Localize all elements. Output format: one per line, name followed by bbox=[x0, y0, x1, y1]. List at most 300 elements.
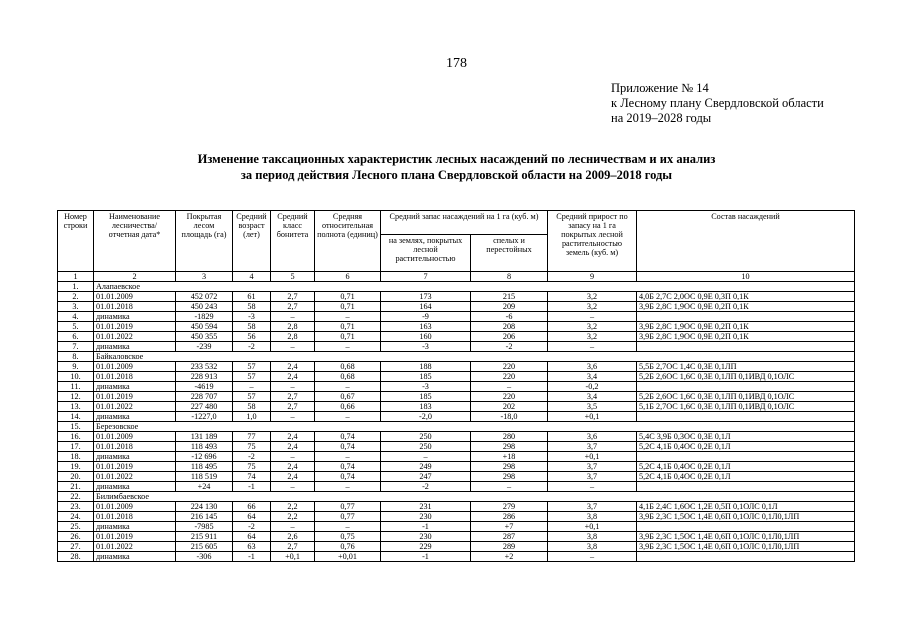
cell-stock-all: -2 bbox=[381, 482, 471, 492]
cell-area: +24 bbox=[176, 482, 233, 492]
cell-forestry-name: Алапаевское bbox=[94, 282, 855, 292]
table-row bbox=[58, 442, 855, 452]
cell-stock-ripe: 286 bbox=[471, 512, 548, 522]
cell-density: – bbox=[315, 522, 381, 532]
cell-row-number: 7. bbox=[58, 342, 94, 352]
cell-bonitet: – bbox=[271, 482, 315, 492]
cell-name: 01.01.2009 bbox=[94, 432, 176, 442]
cell-bonitet: 2,4 bbox=[271, 362, 315, 372]
cell-stock-all: – bbox=[381, 452, 471, 462]
cell-density: 0,74 bbox=[315, 442, 381, 452]
cell-area: -12 696 bbox=[176, 452, 233, 462]
cell-composition: 5,1Б 2,7ОС 1,6С 0,3Е 0,1ЛП 0,1ИВД 0,1ОЛС bbox=[637, 402, 855, 412]
cell-density: +0,01 bbox=[315, 552, 381, 562]
cell-name: динамика bbox=[94, 382, 176, 392]
table-row bbox=[58, 522, 855, 532]
cell-growth: 3,7 bbox=[548, 502, 637, 512]
cell-name: 01.01.2009 bbox=[94, 362, 176, 372]
cell-age: 74 bbox=[233, 472, 271, 482]
cell-composition: 5,5Б 2,7ОС 1,4С 0,3Е 0,1ЛП bbox=[637, 362, 855, 372]
cell-age: 57 bbox=[233, 392, 271, 402]
cell-age: -1 bbox=[233, 482, 271, 492]
table-row bbox=[58, 432, 855, 442]
forestry-group-row bbox=[58, 492, 855, 502]
cell-name: 01.01.2009 bbox=[94, 502, 176, 512]
cell-stock-all: 247 bbox=[381, 472, 471, 482]
header-stock-ripe: спелых и перестойных bbox=[471, 235, 548, 272]
cell-stock-ripe: +18 bbox=[471, 452, 548, 462]
cell-density: 0,75 bbox=[315, 532, 381, 542]
cell-area: -7985 bbox=[176, 522, 233, 532]
cell-growth: – bbox=[548, 342, 637, 352]
cell-row-number: 21. bbox=[58, 482, 94, 492]
table-row bbox=[58, 372, 855, 382]
cell-age: 75 bbox=[233, 462, 271, 472]
cell-stock-all: 173 bbox=[381, 292, 471, 302]
cell-name: динамика bbox=[94, 312, 176, 322]
cell-name: 01.01.2018 bbox=[94, 372, 176, 382]
cell-stock-ripe: 298 bbox=[471, 472, 548, 482]
cell-density: – bbox=[315, 482, 381, 492]
cell-forestry-name: Билимбаевское bbox=[94, 492, 855, 502]
cell-bonitet: 2,4 bbox=[271, 432, 315, 442]
cell-composition: 5,2Б 2,6ОС 1,6С 0,3Е 0,1ЛП 0,1ИВД 0,1ОЛС bbox=[637, 372, 855, 382]
cell-composition: 3,9Б 2,8С 1,9ОС 0,9Е 0,2П 0,1К bbox=[637, 332, 855, 342]
cell-density: 0,77 bbox=[315, 502, 381, 512]
cell-name: 01.01.2018 bbox=[94, 512, 176, 522]
cell-stock-ripe: -6 bbox=[471, 312, 548, 322]
cell-bonitet: 2,4 bbox=[271, 462, 315, 472]
cell-stock-all: 183 bbox=[381, 402, 471, 412]
cell-composition: 4,1Б 2,4С 1,6ОС 1,2Е 0,5П 0,1ОЛС 0,1Л bbox=[637, 502, 855, 512]
cell-name: динамика bbox=[94, 522, 176, 532]
cell-stock-ripe: 215 bbox=[471, 292, 548, 302]
cell-row-number: 20. bbox=[58, 472, 94, 482]
cell-growth: 3,8 bbox=[548, 532, 637, 542]
table-row bbox=[58, 462, 855, 472]
table-row bbox=[58, 322, 855, 332]
col-number: 10 bbox=[637, 272, 855, 282]
cell-age: -3 bbox=[233, 312, 271, 322]
cell-composition: 3,9Б 2,8С 1,9ОС 0,9Е 0,2П 0,1К bbox=[637, 302, 855, 312]
cell-stock-ripe: 298 bbox=[471, 462, 548, 472]
cell-bonitet: – bbox=[271, 342, 315, 352]
appendix-line-2: к Лесному плану Свердловской области bbox=[611, 96, 824, 110]
cell-bonitet: 2,7 bbox=[271, 402, 315, 412]
cell-area: -306 bbox=[176, 552, 233, 562]
cell-bonitet: 2,7 bbox=[271, 542, 315, 552]
table-row bbox=[58, 512, 855, 522]
cell-row-number: 23. bbox=[58, 502, 94, 512]
cell-name: 01.01.2022 bbox=[94, 332, 176, 342]
cell-composition: 3,9Б 2,3С 1,5ОС 1,4Е 0,6П 0,1ОЛС 0,1Л0,1ЛП bbox=[637, 542, 855, 552]
cell-row-number: 1. bbox=[58, 282, 94, 292]
cell-growth: 3,7 bbox=[548, 472, 637, 482]
cell-area: -1829 bbox=[176, 312, 233, 322]
cell-age: -2 bbox=[233, 522, 271, 532]
cell-stock-all: 163 bbox=[381, 322, 471, 332]
cell-stock-ripe: 220 bbox=[471, 392, 548, 402]
cell-stock-ripe: 206 bbox=[471, 332, 548, 342]
cell-row-number: 19. bbox=[58, 462, 94, 472]
cell-age: 64 bbox=[233, 512, 271, 522]
cell-stock-all: 230 bbox=[381, 532, 471, 542]
cell-row-number: 18. bbox=[58, 452, 94, 462]
cell-growth: – bbox=[548, 312, 637, 322]
cell-stock-all: 250 bbox=[381, 432, 471, 442]
appendix-line-3: на 2019–2028 годы bbox=[611, 111, 712, 125]
cell-row-number: 5. bbox=[58, 322, 94, 332]
cell-stock-all: -9 bbox=[381, 312, 471, 322]
title-line-1: Изменение таксационных характеристик лесных насаждений по лесничествам и их анализ bbox=[197, 152, 716, 166]
cell-name: 01.01.2022 bbox=[94, 402, 176, 412]
cell-name: динамика bbox=[94, 342, 176, 352]
cell-growth: +0,1 bbox=[548, 522, 637, 532]
cell-stock-all: 231 bbox=[381, 502, 471, 512]
cell-area: 216 145 bbox=[176, 512, 233, 522]
cell-area: 450 243 bbox=[176, 302, 233, 312]
cell-stock-all: 229 bbox=[381, 542, 471, 552]
cell-row-number: 25. bbox=[58, 522, 94, 532]
col-number: 8 bbox=[471, 272, 548, 282]
table-row bbox=[58, 412, 855, 422]
cell-density: 0,71 bbox=[315, 292, 381, 302]
cell-row-number: 27. bbox=[58, 542, 94, 552]
cell-row-number: 6. bbox=[58, 332, 94, 342]
appendix-header bbox=[611, 81, 824, 126]
cell-area: 228 707 bbox=[176, 392, 233, 402]
cell-age: 56 bbox=[233, 332, 271, 342]
header-stock: Средний запас насаждений на 1 га (куб. м) bbox=[381, 211, 548, 235]
header-composition: Состав насаждений bbox=[637, 211, 855, 272]
cell-composition: 5,4С 3,9Б 0,3ОС 0,3Е 0,1Л bbox=[637, 432, 855, 442]
cell-composition: 3,9Б 2,3С 1,5ОС 1,4Е 0,6П 0,1ОЛС 0,1Л0,1ЛП bbox=[637, 532, 855, 542]
cell-composition bbox=[637, 482, 855, 492]
cell-composition: 4,0Б 2,7С 2,0ОС 0,9Е 0,3П 0,1К bbox=[637, 292, 855, 302]
cell-row-number: 28. bbox=[58, 552, 94, 562]
cell-density: 0,74 bbox=[315, 432, 381, 442]
header-bonitet: Средний класс бонитета bbox=[271, 211, 315, 272]
cell-growth: 3,6 bbox=[548, 432, 637, 442]
cell-stock-ripe: 298 bbox=[471, 442, 548, 452]
cell-name: 01.01.2019 bbox=[94, 462, 176, 472]
table-row bbox=[58, 452, 855, 462]
table-row bbox=[58, 542, 855, 552]
cell-stock-ripe: 280 bbox=[471, 432, 548, 442]
cell-area: 215 911 bbox=[176, 532, 233, 542]
cell-stock-all: -3 bbox=[381, 342, 471, 352]
cell-row-number: 3. bbox=[58, 302, 94, 312]
cell-area: 215 605 bbox=[176, 542, 233, 552]
col-number: 6 bbox=[315, 272, 381, 282]
header-row-number: Номер строки bbox=[58, 211, 94, 272]
cell-age: 58 bbox=[233, 322, 271, 332]
cell-row-number: 22. bbox=[58, 492, 94, 502]
cell-name: 01.01.2022 bbox=[94, 472, 176, 482]
cell-row-number: 9. bbox=[58, 362, 94, 372]
cell-stock-ripe: -18,0 bbox=[471, 412, 548, 422]
cell-age: – bbox=[233, 382, 271, 392]
table-row bbox=[58, 402, 855, 412]
cell-area: 224 130 bbox=[176, 502, 233, 512]
table-row bbox=[58, 472, 855, 482]
cell-composition bbox=[637, 342, 855, 352]
cell-density: 0,74 bbox=[315, 472, 381, 482]
col-number: 3 bbox=[176, 272, 233, 282]
cell-composition bbox=[637, 312, 855, 322]
forestry-group-row bbox=[58, 352, 855, 362]
cell-forestry-name: Байкаловское bbox=[94, 352, 855, 362]
cell-bonitet: – bbox=[271, 412, 315, 422]
cell-density: 0,68 bbox=[315, 362, 381, 372]
cell-stock-all: 230 bbox=[381, 512, 471, 522]
cell-name: 01.01.2019 bbox=[94, 322, 176, 332]
col-number: 7 bbox=[381, 272, 471, 282]
cell-area: 118 493 bbox=[176, 442, 233, 452]
table-row bbox=[58, 532, 855, 542]
cell-area: 227 480 bbox=[176, 402, 233, 412]
column-numbers-row bbox=[58, 272, 855, 282]
appendix-line-1: Приложение № 14 bbox=[611, 81, 709, 95]
cell-age: 1,0 bbox=[233, 412, 271, 422]
table-row bbox=[58, 482, 855, 492]
cell-stock-ripe: 287 bbox=[471, 532, 548, 542]
cell-bonitet: 2,7 bbox=[271, 392, 315, 402]
cell-stock-all: 185 bbox=[381, 372, 471, 382]
cell-age: -2 bbox=[233, 342, 271, 352]
cell-growth: 3,4 bbox=[548, 372, 637, 382]
cell-age: 77 bbox=[233, 432, 271, 442]
cell-growth: 3,8 bbox=[548, 542, 637, 552]
cell-stock-all: -3 bbox=[381, 382, 471, 392]
cell-age: -2 bbox=[233, 452, 271, 462]
cell-name: 01.01.2022 bbox=[94, 542, 176, 552]
cell-bonitet: 2,4 bbox=[271, 442, 315, 452]
cell-name: 01.01.2009 bbox=[94, 292, 176, 302]
cell-growth: 3,2 bbox=[548, 292, 637, 302]
cell-stock-ripe: 208 bbox=[471, 322, 548, 332]
document-title bbox=[0, 152, 913, 183]
cell-density: 0,71 bbox=[315, 302, 381, 312]
cell-growth: -0,2 bbox=[548, 382, 637, 392]
cell-age: 64 bbox=[233, 532, 271, 542]
cell-stock-all: 249 bbox=[381, 462, 471, 472]
table-row bbox=[58, 292, 855, 302]
cell-area: 450 355 bbox=[176, 332, 233, 342]
cell-density: 0,67 bbox=[315, 392, 381, 402]
cell-density: 0,66 bbox=[315, 402, 381, 412]
table-row bbox=[58, 392, 855, 402]
cell-bonitet: 2,6 bbox=[271, 532, 315, 542]
cell-stock-all: 160 bbox=[381, 332, 471, 342]
cell-density: – bbox=[315, 342, 381, 352]
cell-density: – bbox=[315, 452, 381, 462]
cell-bonitet: 2,4 bbox=[271, 372, 315, 382]
cell-bonitet: 2,7 bbox=[271, 302, 315, 312]
cell-composition: 3,9Б 2,8С 1,9ОС 0,9Е 0,2П 0,1К bbox=[637, 322, 855, 332]
cell-density: 0,77 bbox=[315, 512, 381, 522]
cell-density: – bbox=[315, 412, 381, 422]
cell-composition bbox=[637, 382, 855, 392]
cell-age: 75 bbox=[233, 442, 271, 452]
cell-row-number: 2. bbox=[58, 292, 94, 302]
table-row bbox=[58, 382, 855, 392]
cell-bonitet: – bbox=[271, 312, 315, 322]
cell-name: 01.01.2018 bbox=[94, 442, 176, 452]
cell-stock-ripe: 220 bbox=[471, 362, 548, 372]
col-number: 5 bbox=[271, 272, 315, 282]
cell-growth: +0,1 bbox=[548, 412, 637, 422]
cell-bonitet: 2,4 bbox=[271, 472, 315, 482]
cell-density: – bbox=[315, 312, 381, 322]
table-row bbox=[58, 342, 855, 352]
cell-row-number: 10. bbox=[58, 372, 94, 382]
cell-bonitet: 2,8 bbox=[271, 332, 315, 342]
cell-stock-all: 185 bbox=[381, 392, 471, 402]
title-line-2: за период действия Лесного плана Свердловской области на 2009–2018 годы bbox=[240, 167, 673, 182]
col-number: 1 bbox=[58, 272, 94, 282]
cell-area: -4619 bbox=[176, 382, 233, 392]
cell-growth: – bbox=[548, 482, 637, 492]
cell-row-number: 12. bbox=[58, 392, 94, 402]
cell-name: динамика bbox=[94, 552, 176, 562]
cell-age: 57 bbox=[233, 372, 271, 382]
table-row bbox=[58, 332, 855, 342]
cell-area: 452 072 bbox=[176, 292, 233, 302]
cell-stock-ripe: – bbox=[471, 482, 548, 492]
cell-area: -1227,0 bbox=[176, 412, 233, 422]
cell-composition bbox=[637, 412, 855, 422]
cell-growth: 3,5 bbox=[548, 402, 637, 412]
cell-growth: 3,2 bbox=[548, 332, 637, 342]
cell-growth: 3,7 bbox=[548, 462, 637, 472]
cell-area: 228 913 bbox=[176, 372, 233, 382]
cell-stock-ripe: +7 bbox=[471, 522, 548, 532]
header-name: Наименование лесничества/ отчетная дата* bbox=[94, 211, 176, 272]
cell-area: -239 bbox=[176, 342, 233, 352]
cell-row-number: 16. bbox=[58, 432, 94, 442]
cell-name: 01.01.2018 bbox=[94, 302, 176, 312]
cell-growth: +0,1 bbox=[548, 452, 637, 462]
cell-growth: 3,7 bbox=[548, 442, 637, 452]
cell-age: 66 bbox=[233, 502, 271, 512]
cell-age: 57 bbox=[233, 362, 271, 372]
col-number: 4 bbox=[233, 272, 271, 282]
cell-row-number: 11. bbox=[58, 382, 94, 392]
cell-bonitet: – bbox=[271, 452, 315, 462]
cell-stock-ripe: – bbox=[471, 382, 548, 392]
cell-bonitet: 2,2 bbox=[271, 502, 315, 512]
forest-characteristics-table bbox=[57, 210, 855, 562]
cell-name: динамика bbox=[94, 412, 176, 422]
cell-stock-ripe: -2 bbox=[471, 342, 548, 352]
cell-bonitet: – bbox=[271, 522, 315, 532]
cell-row-number: 8. bbox=[58, 352, 94, 362]
cell-age: 58 bbox=[233, 302, 271, 312]
cell-forestry-name: Березовское bbox=[94, 422, 855, 432]
col-number: 2 bbox=[94, 272, 176, 282]
cell-stock-all: 250 bbox=[381, 442, 471, 452]
cell-stock-ripe: 202 bbox=[471, 402, 548, 412]
cell-area: 233 532 bbox=[176, 362, 233, 372]
table-row bbox=[58, 552, 855, 562]
table-row bbox=[58, 302, 855, 312]
table-row bbox=[58, 312, 855, 322]
page-number: 178 bbox=[446, 56, 467, 71]
cell-stock-all: 164 bbox=[381, 302, 471, 312]
cell-stock-ripe: 279 bbox=[471, 502, 548, 512]
cell-area: 131 189 bbox=[176, 432, 233, 442]
cell-bonitet: +0,1 bbox=[271, 552, 315, 562]
header-growth: Средний прирост по запасу на 1 га покрытых лесной растительностью земель (куб. м) bbox=[548, 211, 637, 272]
cell-bonitet: – bbox=[271, 382, 315, 392]
cell-stock-all: -1 bbox=[381, 552, 471, 562]
cell-bonitet: 2,2 bbox=[271, 512, 315, 522]
cell-growth: 3,8 bbox=[548, 512, 637, 522]
cell-name: 01.01.2019 bbox=[94, 532, 176, 542]
cell-composition: 3,9Б 2,3С 1,5ОС 1,4Е 0,6П 0,1ОЛС 0,1Л0,1ЛП bbox=[637, 512, 855, 522]
cell-growth: 3,2 bbox=[548, 302, 637, 312]
cell-row-number: 14. bbox=[58, 412, 94, 422]
cell-name: динамика bbox=[94, 482, 176, 492]
cell-density: 0,71 bbox=[315, 322, 381, 332]
cell-row-number: 15. bbox=[58, 422, 94, 432]
cell-stock-all: 188 bbox=[381, 362, 471, 372]
cell-bonitet: 2,8 bbox=[271, 322, 315, 332]
cell-name: 01.01.2019 bbox=[94, 392, 176, 402]
header-stock-all: на землях, покрытых лесной растительностью bbox=[381, 235, 471, 272]
cell-composition: 5,2С 4,1Б 0,4ОС 0,2Е 0,1Л bbox=[637, 462, 855, 472]
cell-composition: 5,2С 4,1Б 0,4ОС 0,2Е 0,1Л bbox=[637, 442, 855, 452]
cell-stock-ripe: 289 bbox=[471, 542, 548, 552]
cell-stock-all: -2,0 bbox=[381, 412, 471, 422]
cell-composition bbox=[637, 522, 855, 532]
cell-age: 58 bbox=[233, 402, 271, 412]
cell-density: 0,71 bbox=[315, 332, 381, 342]
cell-stock-ripe: +2 bbox=[471, 552, 548, 562]
col-number: 9 bbox=[548, 272, 637, 282]
table-row bbox=[58, 362, 855, 372]
cell-composition bbox=[637, 552, 855, 562]
cell-stock-ripe: 209 bbox=[471, 302, 548, 312]
cell-stock-ripe: 220 bbox=[471, 372, 548, 382]
cell-area: 450 594 bbox=[176, 322, 233, 332]
cell-growth: – bbox=[548, 552, 637, 562]
cell-name: динамика bbox=[94, 452, 176, 462]
cell-row-number: 26. bbox=[58, 532, 94, 542]
cell-density: 0,74 bbox=[315, 462, 381, 472]
header-area: Покрытая лесом площадь (га) bbox=[176, 211, 233, 272]
cell-growth: 3,6 bbox=[548, 362, 637, 372]
cell-composition bbox=[637, 452, 855, 462]
cell-density: 0,68 bbox=[315, 372, 381, 382]
cell-density: – bbox=[315, 382, 381, 392]
cell-area: 118 495 bbox=[176, 462, 233, 472]
cell-composition: 5,2Б 2,6ОС 1,6С 0,3Е 0,1ЛП 0,1ИВД 0,1ОЛС bbox=[637, 392, 855, 402]
table-row bbox=[58, 502, 855, 512]
forestry-group-row bbox=[58, 422, 855, 432]
header-density: Средняя относительная полнота (единиц) bbox=[315, 211, 381, 272]
cell-row-number: 17. bbox=[58, 442, 94, 452]
forestry-group-row bbox=[58, 282, 855, 292]
cell-age: 61 bbox=[233, 292, 271, 302]
cell-age: -1 bbox=[233, 552, 271, 562]
cell-density: 0,76 bbox=[315, 542, 381, 552]
cell-growth: 3,2 bbox=[548, 322, 637, 332]
cell-row-number: 24. bbox=[58, 512, 94, 522]
cell-composition: 5,2С 4,1Б 0,4ОС 0,2Е 0,1Л bbox=[637, 472, 855, 482]
cell-row-number: 13. bbox=[58, 402, 94, 412]
